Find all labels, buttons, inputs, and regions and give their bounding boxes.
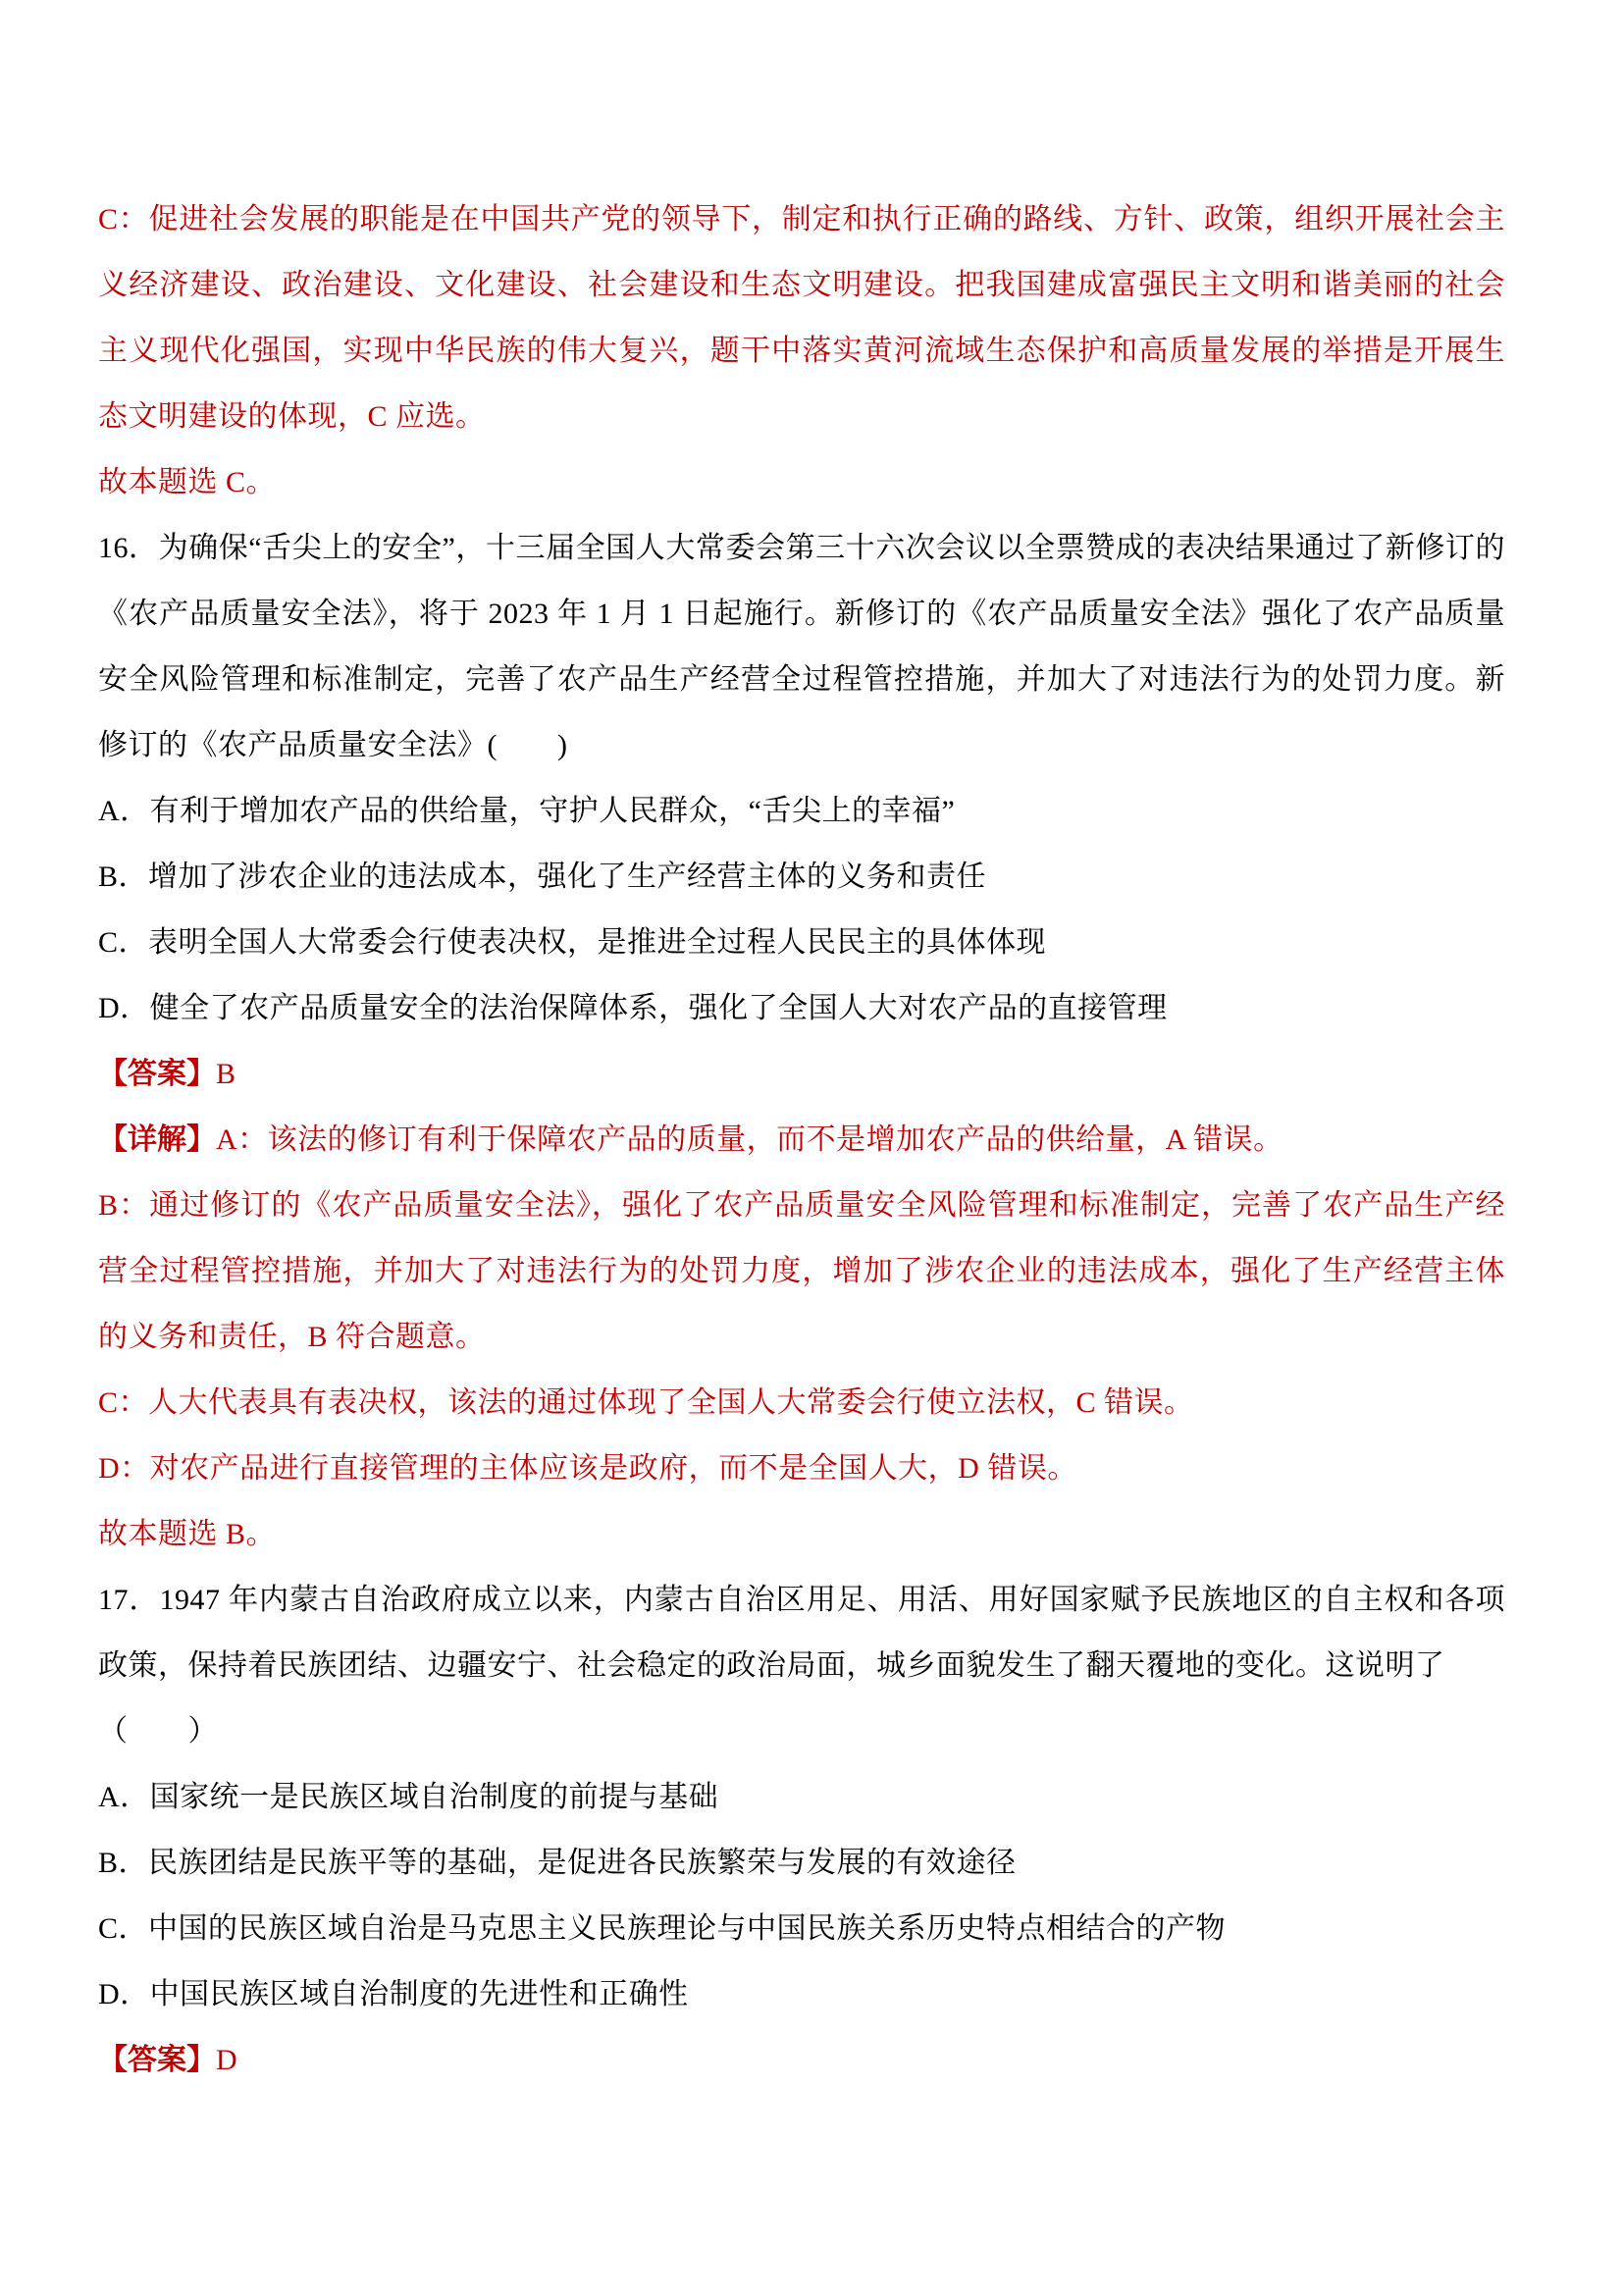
q15-explanation-option-c-line: C：促进社会发展的职能是在中国共产党的领导下，制定和执行正确的路线、方针、政策，组织开展社会主	[98, 203, 1505, 235]
q16-options-line: D．健全了农产品质量安全的法治保障体系，强化了全国人大对农产品的直接管理	[98, 992, 1168, 1024]
q16-stem-line: 《农产品质量安全法》，将于 2023 年 1 月 1 日起施行。新修订的《农产品质量安全法》强化了农产品质量	[98, 598, 1505, 630]
q15-explanation-option-c-line: 主义现代化强国，实现中华民族的伟大复兴，题干中落实黄河流域生态保护和高质量发展的举措是开展生	[98, 335, 1505, 367]
q16-analysis-line: 的义务和责任，B 符合题意。	[98, 1321, 486, 1353]
q17-stem-line: （ ）	[98, 1715, 218, 1748]
q16-stem-line: 16．为确保“舌尖上的安全”，十三届全国人大常委会第三十六次会议以全票赞成的表决结果通过了新修订的	[98, 532, 1505, 564]
q16-analysis-line: C：人大代表具有表决权，该法的通过体现了全国人大常委会行使立法权，C 错误。	[98, 1386, 1194, 1419]
q17-stem-line: 17．1947 年内蒙古自治政府成立以来，内蒙古自治区用足、用活、用好国家赋予民族地区的自主权和各项	[98, 1584, 1505, 1616]
q16-analysis-line: B：通过修订的《农产品质量安全法》，强化了农产品质量安全风险管理和标准制定，完善了农产品生产经	[98, 1189, 1505, 1222]
q16-options-line: B．增加了涉农企业的违法成本，强化了生产经营主体的义务和责任	[98, 861, 987, 893]
q17-options-line: D．中国民族区域自治制度的先进性和正确性	[98, 1978, 689, 2010]
q16-conclusion-line: 故本题选 B。	[98, 1518, 277, 1550]
q17-options-line: C．中国的民族区域自治是马克思主义民族理论与中国民族关系历史特点相结合的产物	[98, 1912, 1227, 1945]
q16-analysis-label: 【详解】	[98, 1123, 216, 1156]
q17-stem-line: 政策，保持着民族团结、边疆安宁、社会稳定的政治局面，城乡面貌发生了翻天覆地的变化。这说明了	[98, 1649, 1445, 1682]
q16-stem-line: 安全风险管理和标准制定，完善了农产品生产经营全过程管控措施，并加大了对违法行为的处罚力度。新	[98, 663, 1505, 696]
q16-options-line: C．表明全国人大常委会行使表决权，是推进全过程人民民主的具体体现	[98, 926, 1047, 959]
q15-explanation-option-c-line: 态文明建设的体现，C 应选。	[98, 400, 486, 433]
q15-explanation-option-c-line: 义经济建设、政治建设、文化建设、社会建设和生态文明建设。把我国建成富强民主文明和谐美丽的社会	[98, 269, 1505, 301]
q16-stem-line: 修订的《农产品质量安全法》( )	[98, 729, 568, 761]
q16-analysis-line: D：对农产品进行直接管理的主体应该是政府，而不是全国人大，D 错误。	[98, 1452, 1077, 1485]
q17-options-line: A．国家统一是民族区域自治制度的前提与基础	[98, 1781, 719, 1813]
q16-answer-label: 【答案】	[98, 1058, 216, 1090]
q17-options-line: B．民族团结是民族平等的基础，是促进各民族繁荣与发展的有效途径	[98, 1847, 1017, 1879]
q15-conclusion-line: 故本题选 C。	[98, 466, 277, 498]
q16-answer-line: 【答案】B	[98, 1058, 236, 1090]
q17-answer-line: 【答案】D	[98, 2044, 238, 2076]
q16-analysis-line: 【详解】A：该法的修订有利于保障农产品的质量，而不是增加农产品的供给量，A 错误。	[98, 1123, 1283, 1156]
q16-options-line: A．有利于增加农产品的供给量，守护人民群众，“舌尖上的幸福”	[98, 795, 956, 827]
q17-answer-label: 【答案】	[98, 2044, 216, 2076]
document-text-area	[98, 186, 1505, 2093]
q16-analysis-line: 营全过程管控措施，并加大了对违法行为的处罚力度，增加了涉农企业的违法成本，强化了生产经营主体	[98, 1255, 1505, 1287]
